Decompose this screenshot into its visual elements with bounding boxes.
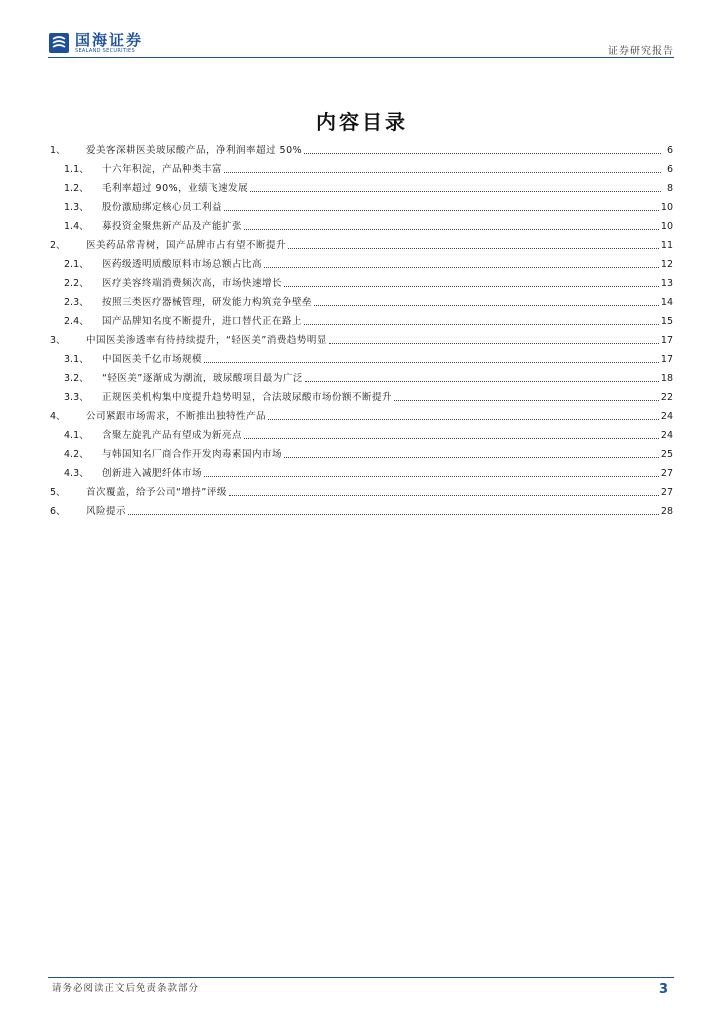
toc-entry[interactable] bbox=[50, 328, 673, 347]
footer-divider bbox=[48, 977, 674, 978]
toc-entry-number: 3.3、 bbox=[64, 392, 89, 403]
toc-entry-number: 1.2、 bbox=[64, 183, 89, 194]
toc-entry-page: 18 bbox=[660, 373, 673, 384]
toc-entry-page: 12 bbox=[660, 259, 673, 270]
toc-entry[interactable] bbox=[50, 499, 673, 518]
toc-entry[interactable] bbox=[50, 176, 673, 195]
toc-entry-page: 15 bbox=[660, 316, 673, 327]
toc-entry[interactable] bbox=[50, 271, 673, 290]
toc-entry-title: 十六年积淀，产品种类丰富 bbox=[102, 164, 223, 175]
toc-entry[interactable] bbox=[50, 138, 673, 157]
toc-entry[interactable] bbox=[50, 461, 673, 480]
page-number: 3 bbox=[658, 982, 668, 997]
toc-entry-title: 毛利率超过 90%，业绩飞速发展 bbox=[102, 183, 249, 194]
toc-dot-leader bbox=[305, 380, 659, 382]
toc-entry-number: 1、 bbox=[50, 145, 66, 156]
toc-dot-leader bbox=[204, 361, 659, 363]
toc-entry-page: 6 bbox=[666, 164, 673, 175]
toc-title: 内容目录 bbox=[316, 110, 408, 134]
toc-entry-page: 8 bbox=[666, 183, 673, 194]
toc-dot-leader bbox=[264, 266, 659, 268]
toc-entry[interactable] bbox=[50, 157, 673, 176]
toc-dot-leader bbox=[284, 456, 659, 458]
footer-disclaimer: 请务必阅读正文后免责条款部分 bbox=[52, 983, 200, 994]
toc-entry-number: 2.3、 bbox=[64, 297, 89, 308]
toc-entry-number: 6、 bbox=[50, 506, 66, 517]
toc-entry-page: 13 bbox=[660, 278, 673, 289]
toc-entry-page: 22 bbox=[660, 392, 673, 403]
toc-entry-title: 医美药品常青树，国产品牌市占有望不断提升 bbox=[86, 240, 287, 251]
toc-dot-leader bbox=[224, 171, 661, 173]
toc-dot-leader bbox=[128, 513, 659, 515]
toc-dot-leader bbox=[224, 209, 659, 211]
sealand-logo bbox=[48, 30, 143, 56]
toc-entry-title: 国产品牌知名度不断提升，进口替代正在路上 bbox=[102, 316, 303, 327]
toc-entry-title: 股份激励绑定核心员工利益 bbox=[102, 202, 223, 213]
toc-dot-leader bbox=[229, 494, 659, 496]
toc-entry-number: 2.2、 bbox=[64, 278, 89, 289]
toc-entry[interactable] bbox=[50, 309, 673, 328]
toc-entry-page: 14 bbox=[660, 297, 673, 308]
toc-entry-title: 按照三类医疗器械管理，研发能力构筑竞争壁垒 bbox=[102, 297, 313, 308]
toc-entry-title: 医疗美容终端消费频次高，市场快速增长 bbox=[102, 278, 283, 289]
sealand-logo-icon bbox=[48, 32, 70, 54]
toc-dot-leader bbox=[304, 323, 659, 325]
toc-dot-leader bbox=[244, 437, 659, 439]
toc-entry-title: “轻医美”逐渐成为潮流，玻尿酸项目最为广泛 bbox=[102, 373, 303, 384]
toc-entry-page: 11 bbox=[660, 240, 673, 251]
toc-entry[interactable] bbox=[50, 423, 673, 442]
toc-entry-number: 2.4、 bbox=[64, 316, 89, 327]
toc-entry-title: 首次覆盖，给予公司“增持”评级 bbox=[86, 487, 227, 498]
toc-entry-page: 10 bbox=[660, 202, 673, 213]
toc-entry-page: 6 bbox=[666, 145, 673, 156]
toc-entry-page: 17 bbox=[660, 354, 673, 365]
toc-entry-number: 1.3、 bbox=[64, 202, 89, 213]
toc-entry-page: 25 bbox=[660, 449, 673, 460]
table-of-contents bbox=[50, 138, 673, 518]
toc-dot-leader bbox=[288, 247, 659, 249]
toc-dot-leader bbox=[304, 152, 661, 154]
toc-dot-leader bbox=[314, 304, 659, 306]
logo-chinese-name: 国海证券 bbox=[75, 30, 144, 49]
toc-entry-title: 公司紧跟市场需求，不断推出独特性产品 bbox=[86, 411, 267, 422]
toc-entry-page: 24 bbox=[660, 411, 673, 422]
toc-entry-number: 3.2、 bbox=[64, 373, 89, 384]
page-header bbox=[48, 30, 674, 58]
toc-entry-number: 4.3、 bbox=[64, 468, 89, 479]
toc-entry-page: 10 bbox=[660, 221, 673, 232]
toc-entry[interactable] bbox=[50, 290, 673, 309]
toc-entry[interactable] bbox=[50, 347, 673, 366]
toc-entry[interactable] bbox=[50, 233, 673, 252]
toc-entry-title: 正规医美机构集中度提升趋势明显，合法玻尿酸市场份额不断提升 bbox=[102, 392, 393, 403]
toc-dot-leader bbox=[204, 475, 659, 477]
toc-entry-number: 4.1、 bbox=[64, 430, 89, 441]
toc-entry[interactable] bbox=[50, 214, 673, 233]
toc-entry-page: 28 bbox=[660, 506, 673, 517]
toc-entry[interactable] bbox=[50, 366, 673, 385]
toc-entry-number: 5、 bbox=[50, 487, 66, 498]
toc-entry-title: 与韩国知名厂商合作开发肉毒素国内市场 bbox=[102, 449, 283, 460]
toc-dot-leader bbox=[329, 342, 659, 344]
toc-entry-number: 1.1、 bbox=[64, 164, 89, 175]
toc-entry-page: 27 bbox=[660, 468, 673, 479]
toc-entry-number: 3、 bbox=[50, 335, 66, 346]
toc-entry[interactable] bbox=[50, 480, 673, 499]
toc-entry[interactable] bbox=[50, 442, 673, 461]
toc-entry-number: 3.1、 bbox=[64, 354, 89, 365]
toc-entry-title: 中国医美千亿市场规模 bbox=[102, 354, 203, 365]
toc-dot-leader bbox=[250, 190, 661, 192]
toc-entry-page: 17 bbox=[660, 335, 673, 346]
toc-dot-leader bbox=[244, 228, 659, 230]
header-divider bbox=[48, 57, 674, 58]
toc-entry-title: 含聚左旋乳产品有望成为新亮点 bbox=[102, 430, 243, 441]
toc-entry-title: 募投资金聚焦新产品及产能扩张 bbox=[102, 221, 243, 232]
toc-entry-number: 4、 bbox=[50, 411, 66, 422]
toc-dot-leader bbox=[284, 285, 659, 287]
toc-entry-page: 27 bbox=[660, 487, 673, 498]
toc-entry-title: 创新进入减肥纤体市场 bbox=[102, 468, 203, 479]
toc-entry[interactable] bbox=[50, 252, 673, 271]
toc-entry-title: 中国医美渗透率有待持续提升，“轻医美”消费趋势明显 bbox=[86, 335, 327, 346]
report-type-label: 证券研究报告 bbox=[608, 46, 674, 57]
toc-entry-number: 2、 bbox=[50, 240, 66, 251]
toc-entry-title: 爱美客深耕医美玻尿酸产品，净利润率超过 50% bbox=[86, 145, 303, 156]
toc-entry[interactable] bbox=[50, 404, 673, 423]
toc-entry[interactable] bbox=[50, 385, 673, 404]
toc-entry-title: 风险提示 bbox=[86, 506, 127, 517]
logo-english-name: SEALAND SECURITIES bbox=[75, 47, 135, 54]
toc-entry-number: 4.2、 bbox=[64, 449, 89, 460]
toc-entry-number: 1.4、 bbox=[64, 221, 89, 232]
toc-entry-number: 2.1、 bbox=[64, 259, 89, 270]
toc-dot-leader bbox=[268, 418, 659, 420]
toc-entry-title: 医药级透明质酸原料市场总额占比高 bbox=[102, 259, 263, 270]
toc-dot-leader bbox=[394, 399, 659, 401]
toc-entry[interactable] bbox=[50, 195, 673, 214]
toc-entry-page: 24 bbox=[660, 430, 673, 441]
